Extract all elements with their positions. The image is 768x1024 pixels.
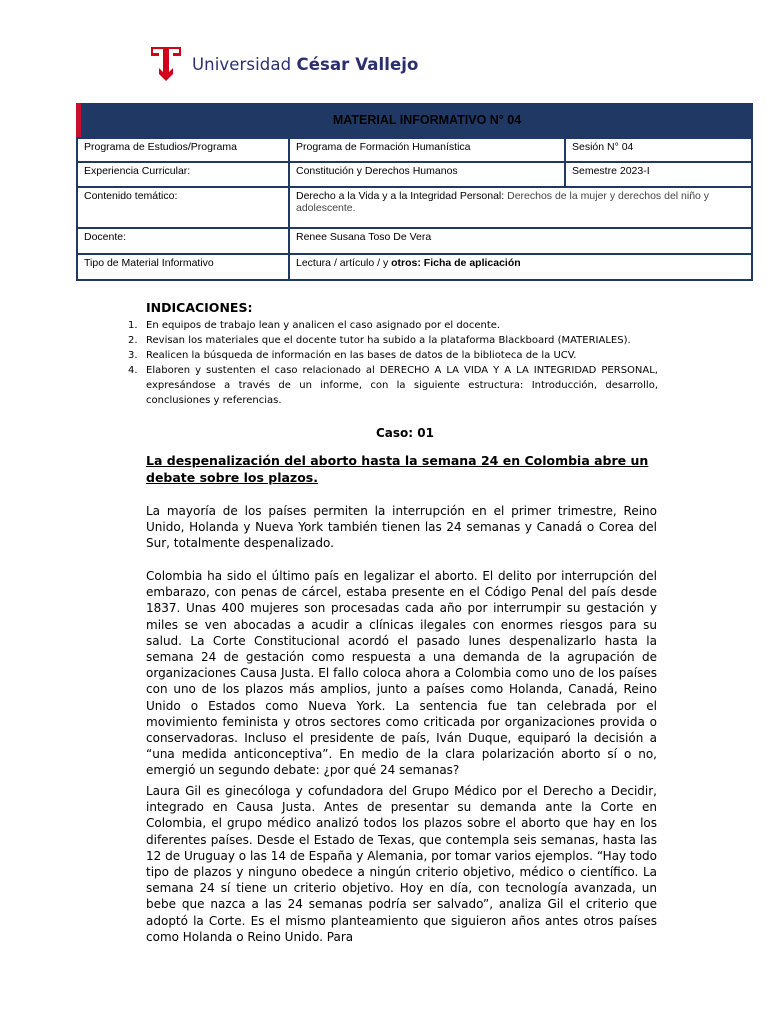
- logo-text: [192, 55, 418, 74]
- row-label: Docente:: [77, 228, 289, 254]
- info-grid: [76, 137, 753, 281]
- table-row: [77, 254, 752, 280]
- content-topic: Derecho a la Vida y a la Integridad Personal:: [296, 190, 505, 202]
- info-table-header: [76, 103, 753, 137]
- row-value: [289, 187, 752, 228]
- row-extra: Semestre 2023-I: [565, 162, 752, 187]
- row-value: Programa de Formación Humanística: [289, 138, 565, 162]
- content-topic-detail: Derechos de la mujer y derechos del niño y adolescente.: [296, 190, 710, 214]
- row-label: Programa de Estudios/Programa: [77, 138, 289, 162]
- list-item: 4. Elaboren y sustenten el caso relacionado al DERECHO A LA VIDA Y A LA INTEGRIDAD PERSONAL, expresándose a través de un informe, con la siguiente estructura: Introducción, desarrollo, conclusiones y referencias.: [128, 365, 658, 406]
- material-type-bold: otros: Ficha de aplicación: [391, 257, 521, 269]
- row-label: Tipo de Material Informativo: [77, 254, 289, 280]
- logo-word-university: Universidad: [192, 54, 292, 74]
- list-item: 1. En equipos de trabajo lean y analicen el caso asignado por el docente.: [128, 318, 658, 333]
- row-value: Constitución y Derechos Humanos: [289, 162, 565, 187]
- list-item-text: En equipos de trabajo lean y analicen el caso asignado por el docente.: [146, 320, 501, 331]
- university-logo: [150, 46, 418, 82]
- list-item: 2. Revisan los materiales que el docente tutor ha subido a la plataforma Blackboard (MATERIALES).: [128, 333, 658, 348]
- table-row: [77, 228, 752, 254]
- list-item-text: Realicen la búsqueda de información en las bases de datos de la biblioteca de la UCV.: [146, 350, 577, 361]
- paragraph: Colombia ha sido el último país en legalizar el aborto. El delito por interrupción del embarazo, con penas de cárcel, estaba presente en el Código Penal del país desde 1837. Unas 400 mujeres son procesadas cada año por interrumpir su gestación y miles se ven abocadas a acudir a clínicas ilegales con enormes riesgos para su salud. La Corte Constitucional acordó el pasado lunes despenalizarlo hasta la semana 24 de gestación como respuesta a una demanda de la agrupación de organizaciones Causa Justa. El fallo coloca ahora a Colombia como uno de los países con uno de los plazos más amplios, junto a países como Holanda, Canadá, Reino Unido o Estados como Nueva York. La sentencia fue tan celebrada por el movimiento feminista y otros sectores como criticada por organizaciones provida o conservadoras. Incluso el presidente de país, Iván Duque, equiparó la decisión a “una medida anticonceptiva”. En medio de la clara polarización aborto sí o no, emergió un segundo debate: ¿por qué 24 semanas?: [146, 569, 657, 778]
- info-table: [76, 103, 753, 281]
- material-type: Lectura / artículo / y: [296, 257, 389, 269]
- material-title: MATERIAL INFORMATIVO N° 04: [332, 113, 522, 127]
- table-row: [77, 138, 752, 162]
- list-item-text: Elaboren y sustenten el caso relacionado al DERECHO A LA VIDA Y A LA INTEGRIDAD PERSONAL, expresándose a través de un informe, con la siguiente estructura: Introducción, desarrollo, conclusiones y referencias.: [146, 365, 658, 406]
- case-label: Caso: 01: [376, 426, 434, 440]
- indicaciones-title: INDICACIONES:: [146, 300, 253, 315]
- table-row: [77, 162, 752, 187]
- row-label: Contenido temático:: [77, 187, 289, 228]
- paragraph: La mayoría de los países permiten la interrupción en el primer trimestre, Reino Unido, Holanda y Nueva York también tienen las 24 semanas y Canadá o Corea del Sur, totalmente despenalizado.: [146, 504, 657, 551]
- row-label: Experiencia Curricular:: [77, 162, 289, 187]
- row-extra: Sesión N° 04: [565, 138, 752, 162]
- row-value: Renee Susana Toso De Vera: [289, 228, 752, 254]
- logo-word-name: César Vallejo: [296, 54, 419, 74]
- indicaciones-list: [128, 318, 658, 408]
- list-item: 3. Realicen la búsqueda de información en las bases de datos de la biblioteca de la UCV.: [128, 348, 658, 363]
- list-item-text: Revisan los materiales que el docente tutor ha subido a la plataforma Blackboard (MATERIALES).: [146, 335, 631, 346]
- paragraph: Laura Gil es ginecóloga y cofundadora del Grupo Médico por el Derecho a Decidir, integrado en Causa Justa. Antes de presentar su demanda ante la Corte en Colombia, el grupo médico analizó todos los plazos sobre el aborto que hay en los diferentes países. Desde el Estado de Texas, que contempla seis semanas, hasta las 12 de Uruguay o las 14 de España y Alemania, por tomar varios ejemplos. “Hay todo tipo de plazos y ninguno obedece a ningún criterio objetivo, médico o científico. La semana 24 sí tiene un criterio objetivo. Hoy en día, con tecnología avanzada, un bebe que nazca a las 24 semanas podría ser salvado”, analiza Gil el criterio que adoptó la Corte. Es el mismo planteamiento que siguieron años antes otros países como Holanda o Reino Unido. Para: [146, 784, 657, 944]
- case-headline: La despenalización del aborto hasta la semana 24 en Colombia abre un debate sobre los plazos.: [146, 453, 649, 485]
- table-row: [77, 187, 752, 228]
- shield-logo-icon: [150, 46, 182, 82]
- row-value: [289, 254, 752, 280]
